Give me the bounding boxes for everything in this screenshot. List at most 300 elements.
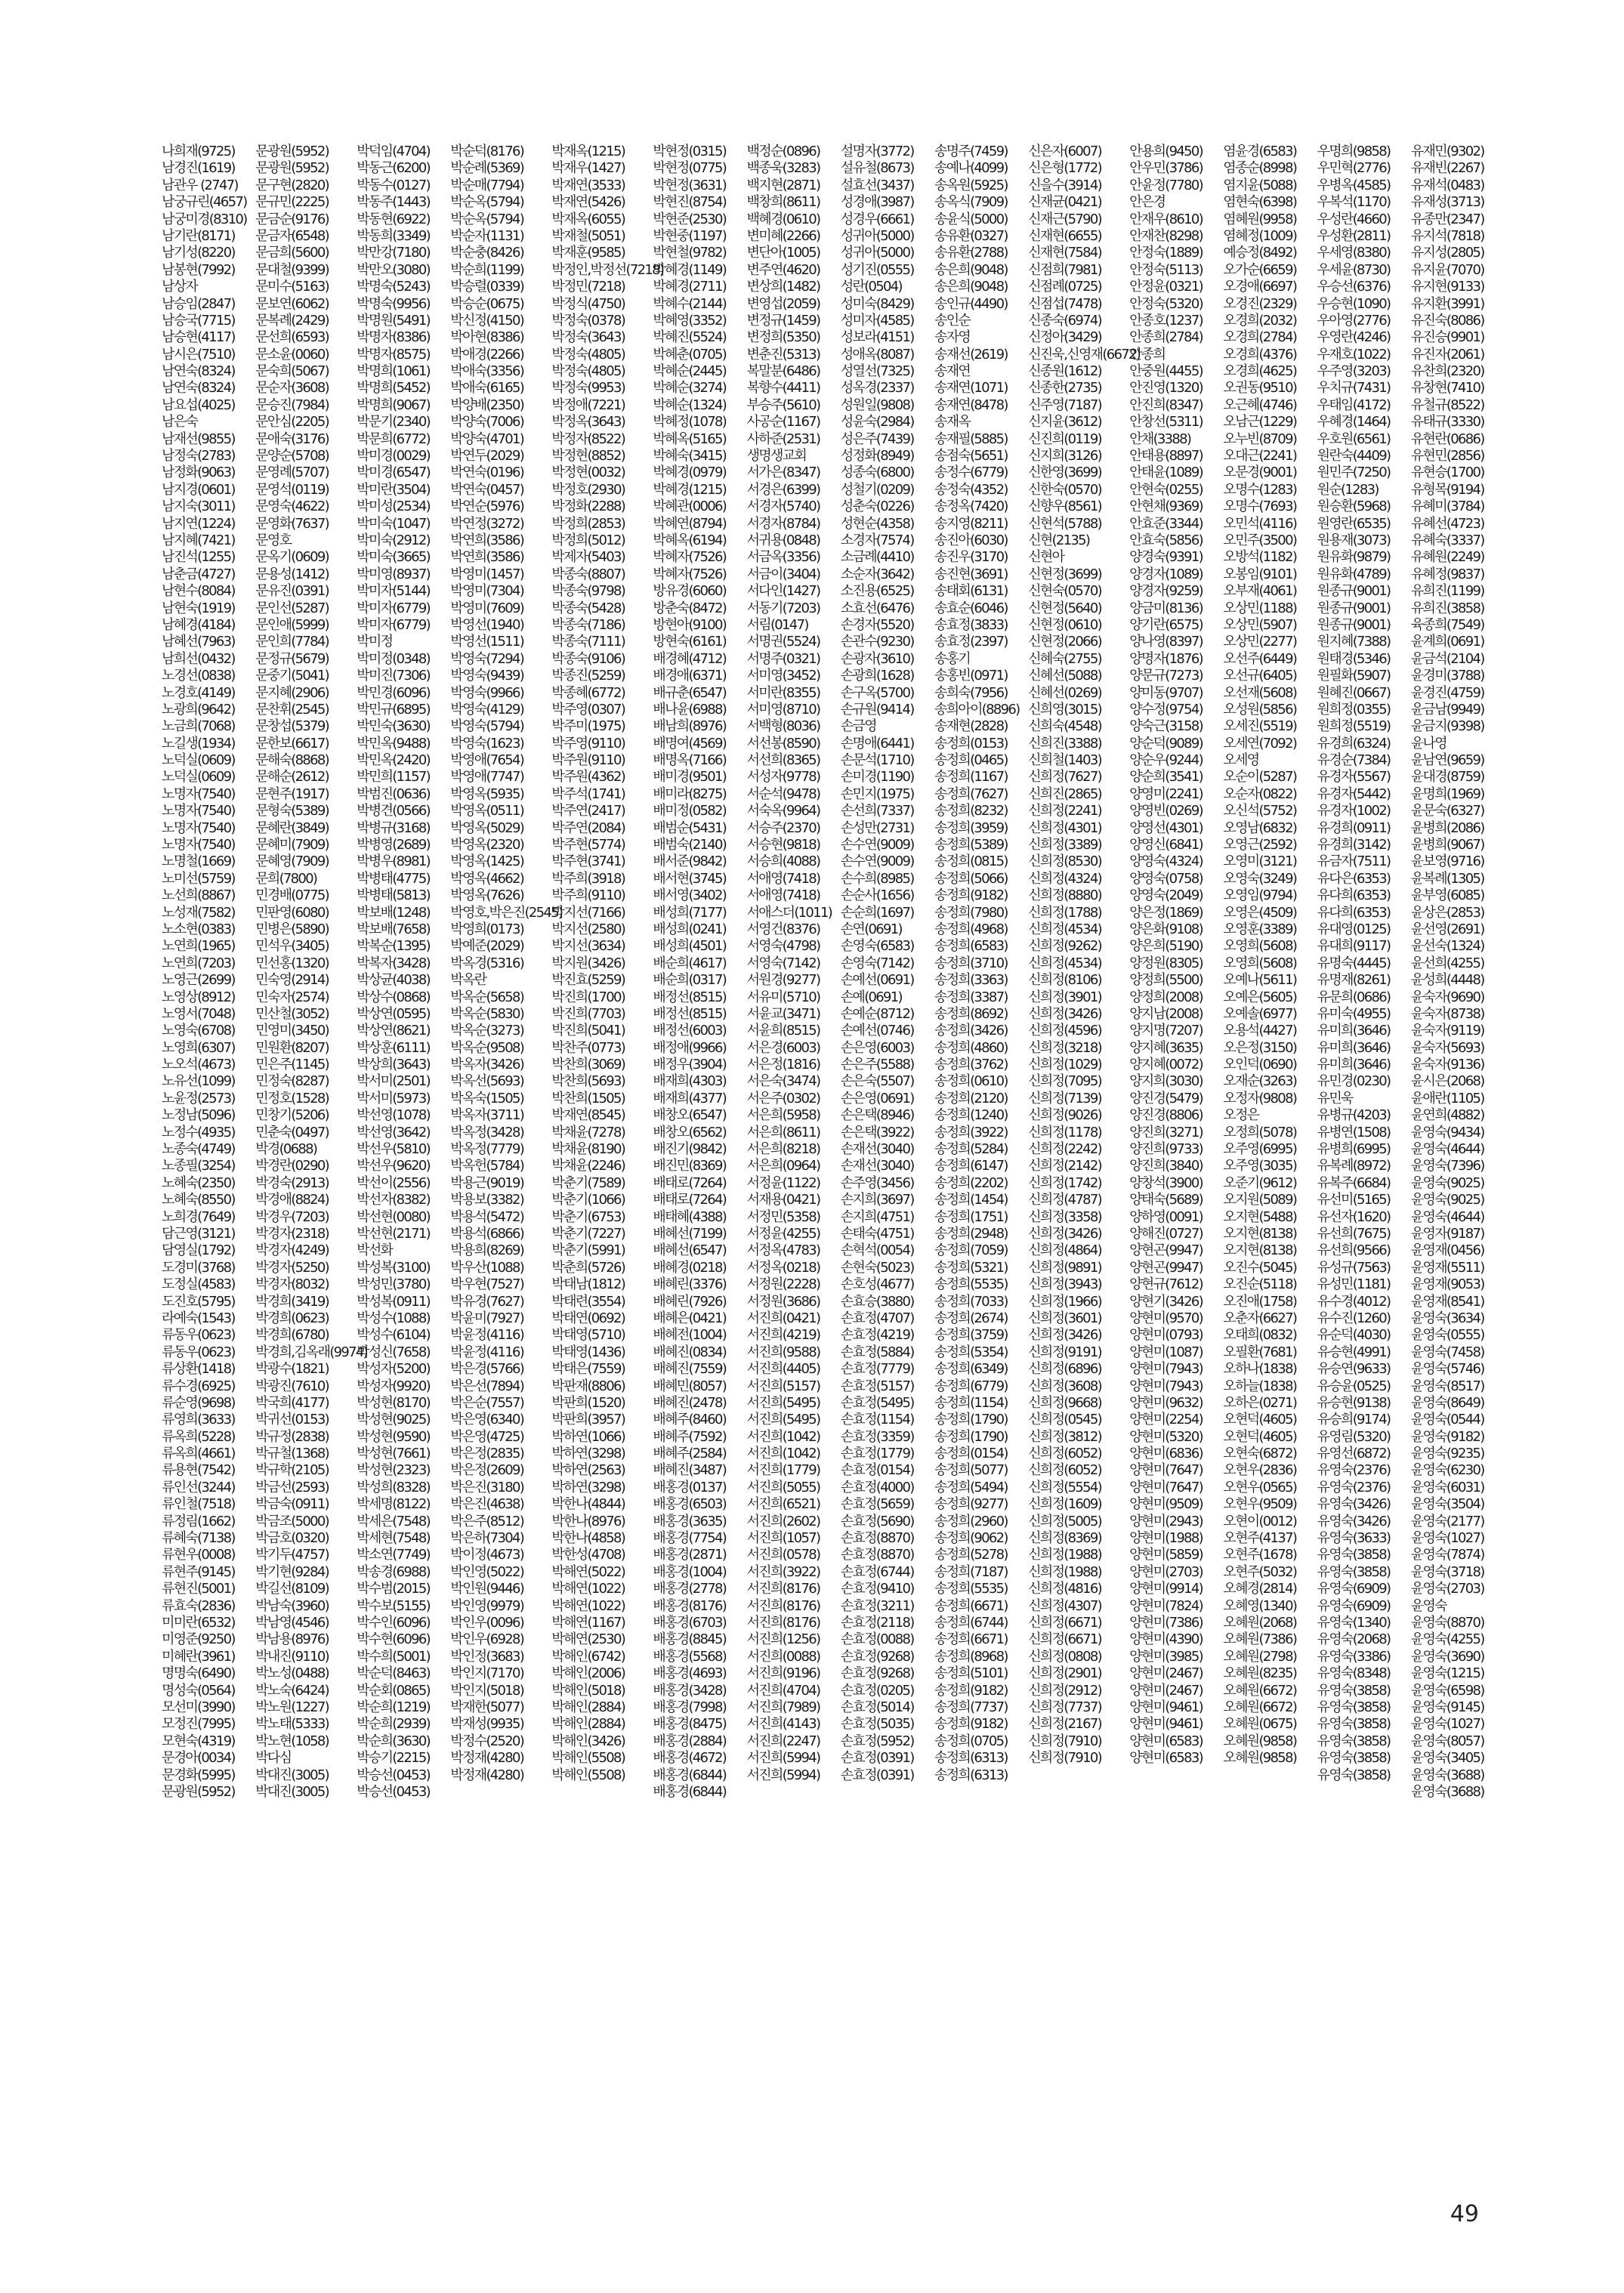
name-entry: 박지선(2580) xyxy=(551,921,625,937)
name-entry: 박영희(0173) xyxy=(450,921,524,937)
name-entry: 서정원(2228) xyxy=(746,1276,820,1293)
name-entry: 유승연(9633) xyxy=(1317,1361,1391,1378)
name-entry: 오경희(4625) xyxy=(1223,363,1297,380)
name-entry: 박영숙(9966) xyxy=(450,684,524,701)
name-entry: 남승현(4117) xyxy=(162,329,235,346)
name-entry: 박규철(1368) xyxy=(255,1446,329,1462)
name-entry: 서은경(6003) xyxy=(746,1039,820,1056)
name-entry: 유민욱 xyxy=(1317,1090,1353,1106)
name-entry: 복말분(6486) xyxy=(746,363,820,380)
name-entry: 윤금지(9398) xyxy=(1410,718,1484,735)
name-entry: 배정우(3904) xyxy=(653,1057,727,1073)
name-entry: 신현아 xyxy=(1028,549,1064,566)
name-entry: 손미경(1190) xyxy=(840,769,914,785)
name-entry: 송진현(3691) xyxy=(934,566,1008,582)
name-entry: 박선우(5810) xyxy=(357,1141,430,1158)
name-entry: 송정희(4860) xyxy=(934,1039,1008,1056)
name-entry: 성보라(4151) xyxy=(840,329,914,346)
name-entry: 노영근(2699) xyxy=(162,972,235,989)
name-entry: 유영숙(3858) xyxy=(1317,1767,1391,1783)
name-entry: 윤경미(3788) xyxy=(1410,668,1484,684)
name-entry: 배창오(6562) xyxy=(653,1124,727,1140)
name-entry: 박주미(1975) xyxy=(551,718,625,735)
name-entry: 송정희(2674) xyxy=(934,1310,1008,1326)
name-entry: 박현정(0775) xyxy=(653,160,727,177)
name-entry: 서진희(1042) xyxy=(746,1428,820,1445)
name-entry: 사하준(2531) xyxy=(746,431,820,447)
name-entry: 민병은(5890) xyxy=(255,921,329,937)
name-entry: 신희정(1742) xyxy=(1028,1174,1101,1191)
name-entry: 신희정(3426) xyxy=(1028,1327,1101,1344)
name-entry: 박성수(6104) xyxy=(357,1327,430,1344)
name-entry: 윤선숙(1324) xyxy=(1410,938,1484,955)
name-entry: 윤대경(8759) xyxy=(1410,769,1484,785)
name-entry: 송윤식(5000) xyxy=(934,211,1008,227)
name-entry: 박해연(1167) xyxy=(551,1614,625,1631)
name-entry: 오명수(1283) xyxy=(1223,481,1297,498)
name-entry: 박정숙(4805) xyxy=(551,346,625,363)
name-entry: 유미희(3646) xyxy=(1317,1039,1391,1056)
name-entry: 박성신(7658) xyxy=(357,1344,430,1360)
name-entry: 유영숙(3858) xyxy=(1317,1682,1391,1699)
name-entry: 유순덕(4030) xyxy=(1317,1327,1391,1344)
name-entry: 손효정(8870) xyxy=(840,1530,914,1547)
name-entry: 박순희(1219) xyxy=(357,1699,430,1715)
name-entry: 박병태(5813) xyxy=(357,887,430,904)
name-entry: 박내진(9110) xyxy=(255,1648,329,1665)
name-entry: 윤계희(0691) xyxy=(1410,634,1484,650)
name-entry: 서정옥(4783) xyxy=(746,1242,820,1259)
name-entry: 오현이(0012) xyxy=(1223,1513,1297,1529)
name-column xyxy=(1129,144,1223,1767)
name-entry: 유재민(9302) xyxy=(1410,144,1484,159)
name-entry: 문해숙(8868) xyxy=(255,752,329,769)
name-entry: 송정희(5278) xyxy=(934,1547,1008,1563)
name-entry: 양진희(3271) xyxy=(1129,1124,1203,1140)
name-entry: 성원일(9808) xyxy=(840,397,914,413)
name-entry: 변주연(4620) xyxy=(746,261,820,278)
name-entry: 류동우(0623) xyxy=(162,1344,235,1360)
name-entry: 송옥식(7909) xyxy=(934,194,1008,211)
name-entry: 송정희(6313) xyxy=(934,1767,1008,1783)
name-entry: 박수범(2015) xyxy=(357,1581,430,1597)
name-entry: 박춘기(1066) xyxy=(551,1192,625,1208)
name-entry: 박옥자(3711) xyxy=(450,1107,524,1124)
name-entry: 박영숙(1623) xyxy=(450,735,524,751)
name-entry: 유영숙(3858) xyxy=(1317,1733,1391,1749)
name-entry: 손재선(3040) xyxy=(840,1158,914,1174)
name-entry: 양현미(9570) xyxy=(1129,1310,1203,1326)
name-entry: 박남숙(3960) xyxy=(255,1597,329,1614)
name-entry: 박정재(4280) xyxy=(450,1767,524,1783)
name-entry: 송재현(2828) xyxy=(934,718,1008,735)
name-entry: 오지원(5089) xyxy=(1223,1192,1297,1208)
name-entry: 박혜숙(3415) xyxy=(653,448,727,464)
name-entry: 신은자(6007) xyxy=(1028,144,1101,159)
name-entry: 안정숙(1889) xyxy=(1129,245,1203,261)
name-entry: 신은형(1772) xyxy=(1028,160,1101,177)
name-entry: 박금숙(0911) xyxy=(255,1496,329,1513)
name-entry: 배홍경(8475) xyxy=(653,1716,727,1733)
name-entry: 배혜진(2478) xyxy=(653,1394,727,1411)
name-entry: 박해연(5022) xyxy=(551,1563,625,1580)
name-entry: 손태숙(4751) xyxy=(840,1226,914,1242)
name-entry: 양현미(2254) xyxy=(1129,1412,1203,1428)
name-entry: 배홍경(2884) xyxy=(653,1733,727,1749)
name-entry: 양영숙(4324) xyxy=(1129,853,1203,870)
name-entry: 성귀아(5000) xyxy=(840,227,914,244)
name-entry: 유철규(8522) xyxy=(1410,397,1484,413)
name-entry: 서미영(3452) xyxy=(746,668,820,684)
name-entry: 박정현(0032) xyxy=(551,464,625,481)
name-entry: 신현(2135) xyxy=(1028,532,1090,548)
name-entry: 양지남(2008) xyxy=(1129,1005,1203,1022)
name-entry: 송정희(5494) xyxy=(934,1479,1008,1495)
name-entry: 문옥기(0609) xyxy=(255,549,329,566)
name-entry: 윤영숙(9145) xyxy=(1410,1699,1484,1715)
name-entry: 신재현(7584) xyxy=(1028,245,1101,261)
name-entry: 손효정(4707) xyxy=(840,1310,914,1326)
name-entry: 유문희(0686) xyxy=(1317,989,1391,1005)
name-entry: 송정희(7033) xyxy=(934,1293,1008,1310)
name-entry: 신희정(8880) xyxy=(1028,887,1101,904)
name-entry: 서애영(7418) xyxy=(746,870,820,887)
name-entry: 박종숙(9798) xyxy=(551,583,625,600)
name-entry: 손효정(5690) xyxy=(840,1513,914,1529)
name-entry: 오하나(1838) xyxy=(1223,1361,1297,1378)
name-entry: 윤숙자(8738) xyxy=(1410,1005,1484,1022)
name-entry: 신희정(2901) xyxy=(1028,1665,1101,1682)
name-entry: 박종숙(7186) xyxy=(551,616,625,633)
name-entry: 유영숙(3426) xyxy=(1317,1513,1391,1529)
name-entry: 박성수(1088) xyxy=(357,1310,430,1326)
name-column xyxy=(934,144,1028,1784)
name-entry: 오용석(4427) xyxy=(1223,1023,1297,1039)
name-entry: 유수경(4012) xyxy=(1317,1293,1391,1310)
name-entry: 안윤정(7780) xyxy=(1129,177,1203,193)
name-entry: 박우산(1088) xyxy=(450,1259,524,1276)
name-entry: 오현덕(4605) xyxy=(1223,1412,1297,1428)
name-entry: 배홍경(7754) xyxy=(653,1530,727,1547)
name-entry: 박귀선(0153) xyxy=(255,1412,329,1428)
name-entry: 신희정(0545) xyxy=(1028,1412,1101,1428)
name-entry: 송정희(5389) xyxy=(934,837,1008,853)
name-entry: 손효정(8870) xyxy=(840,1547,914,1563)
name-entry: 박상훈(6111) xyxy=(357,1039,430,1056)
name-entry: 신희정(1988) xyxy=(1028,1547,1101,1563)
name-entry: 윤영재(9053) xyxy=(1410,1276,1484,1293)
name-entry: 양현미(7386) xyxy=(1129,1614,1203,1631)
name-entry: 박주영(0307) xyxy=(551,701,625,718)
name-entry: 유금자(7511) xyxy=(1317,853,1391,870)
name-entry: 손광자(3610) xyxy=(840,650,914,667)
name-entry: 백혜경(0610) xyxy=(746,211,820,227)
name-entry: 박혜연(8794) xyxy=(653,515,727,532)
name-entry: 송정희(2948) xyxy=(934,1226,1008,1242)
name-entry: 백정순(0896) xyxy=(746,144,820,159)
name-entry: 유영숙(2068) xyxy=(1317,1631,1391,1648)
name-entry: 박순옥(5794) xyxy=(450,194,524,211)
name-entry: 손구옥(5700) xyxy=(840,684,914,701)
name-entry: 박해인(5508) xyxy=(551,1750,625,1767)
name-entry: 송정희(6744) xyxy=(934,1614,1008,1631)
name-entry: 배재희(4377) xyxy=(653,1090,727,1106)
name-entry: 박성현(9590) xyxy=(357,1428,430,1445)
name-entry: 모현숙(4319) xyxy=(162,1733,235,1749)
name-entry: 오문경(9001) xyxy=(1223,464,1297,481)
name-entry: 오가순(6659) xyxy=(1223,261,1297,278)
name-entry: 서정원(3686) xyxy=(746,1293,820,1310)
name-entry: 문광원(5952) xyxy=(162,1783,235,1800)
name-entry: 손예순(8712) xyxy=(840,1005,914,1022)
name-entry: 유선희(7675) xyxy=(1317,1226,1391,1242)
name-entry: 박춘기(5991) xyxy=(551,1242,625,1259)
name-entry: 양현미(5320) xyxy=(1129,1428,1203,1445)
name-entry: 송재옥 xyxy=(934,414,971,431)
name-entry: 박영옥(7626) xyxy=(450,887,524,904)
name-entry: 송정희(3710) xyxy=(934,955,1008,971)
name-entry: 우복석(1170) xyxy=(1317,194,1391,211)
name-entry: 양영숙(0758) xyxy=(1129,870,1203,887)
name-entry: 윤영숙(6598) xyxy=(1410,1682,1484,1699)
name-entry: 박경숙(2913) xyxy=(255,1174,329,1191)
name-entry: 신희정(8369) xyxy=(1028,1530,1101,1547)
name-entry: 송재연 xyxy=(934,363,971,380)
name-entry: 박옥순(9508) xyxy=(450,1039,524,1056)
name-entry: 오혜원(9858) xyxy=(1223,1733,1297,1749)
name-entry: 배재희(4303) xyxy=(653,1073,727,1090)
name-entry: 박영옥(0511) xyxy=(450,803,524,819)
name-entry: 박광진(7610) xyxy=(255,1378,329,1394)
name-entry: 박성자(9920) xyxy=(357,1378,430,1394)
name-entry: 염윤경(6583) xyxy=(1223,144,1297,159)
name-entry: 박정현(8852) xyxy=(551,448,625,464)
name-entry: 손효정(5014) xyxy=(840,1699,914,1715)
name-entry: 박영옥(5029) xyxy=(450,819,524,836)
name-entry: 신희정(4864) xyxy=(1028,1242,1101,1259)
name-entry: 신희정(1029) xyxy=(1028,1057,1101,1073)
name-entry: 손현숙(5023) xyxy=(840,1259,914,1276)
name-entry: 양하영(0091) xyxy=(1129,1208,1203,1225)
name-entry: 송정희(6779) xyxy=(934,1378,1008,1394)
name-entry: 양현미(1087) xyxy=(1129,1344,1203,1360)
name-entry: 박하연(3298) xyxy=(551,1446,625,1462)
name-entry: 민창기(5206) xyxy=(255,1107,329,1124)
name-entry: 오하은(0271) xyxy=(1223,1394,1297,1411)
name-entry: 박태은(7559) xyxy=(551,1361,625,1378)
name-entry: 남현숙(1919) xyxy=(162,600,235,616)
name-entry: 윤영숙(9434) xyxy=(1410,1124,1484,1140)
name-entry: 신희정(7910) xyxy=(1028,1733,1101,1749)
name-entry: 안우민(3786) xyxy=(1129,160,1203,177)
name-entry: 민산철(3052) xyxy=(255,1005,329,1022)
name-entry: 박영미(7304) xyxy=(450,583,524,600)
name-entry: 박정자(8522) xyxy=(551,431,625,447)
name-entry: 문형숙(5389) xyxy=(255,803,329,819)
name-entry: 박혜옥(6194) xyxy=(653,532,727,548)
name-entry: 손민지(1975) xyxy=(840,785,914,802)
name-entry: 박옥란 xyxy=(450,972,486,989)
name-entry: 박범진(0636) xyxy=(357,785,430,802)
name-entry: 송정희(1240) xyxy=(934,1107,1008,1124)
name-entry: 신종원(1612) xyxy=(1028,363,1101,380)
name-entry: 박용석(5472) xyxy=(450,1208,524,1225)
name-entry: 박지선(3634) xyxy=(551,938,625,955)
name-entry: 신진희(0119) xyxy=(1028,431,1101,447)
name-entry: 신한영(3699) xyxy=(1028,464,1101,481)
name-entry: 박민옥(2420) xyxy=(357,752,430,769)
name-entry: 안재우(8610) xyxy=(1129,211,1203,227)
name-entry: 노종숙(4749) xyxy=(162,1141,235,1158)
name-entry: 박연희(3586) xyxy=(450,549,524,566)
name-entry: 박선화 xyxy=(357,1242,393,1259)
name-entry: 남관우 (2747) xyxy=(162,177,238,193)
name-entry: 박은선(7894) xyxy=(450,1378,524,1394)
name-entry: 남기란(8171) xyxy=(162,227,235,244)
name-entry: 배명여(4569) xyxy=(653,735,727,751)
name-entry: 박은경(5766) xyxy=(450,1361,524,1378)
name-entry: 남현수(8084) xyxy=(162,583,235,600)
name-entry: 신혜숙(2755) xyxy=(1028,650,1101,667)
name-entry: 송정희(6671) xyxy=(934,1631,1008,1648)
name-entry: 민영미(3450) xyxy=(255,1023,329,1039)
name-entry: 양지혜(0072) xyxy=(1129,1057,1203,1073)
name-entry: 노명자(7540) xyxy=(162,837,235,853)
name-entry: 박지원(3426) xyxy=(551,955,625,971)
name-entry: 윤병희(9067) xyxy=(1410,837,1484,853)
name-entry: 안효숙(5856) xyxy=(1129,532,1203,548)
name-entry: 방현숙(6161) xyxy=(653,634,727,650)
name-entry: 박선자(8382) xyxy=(357,1192,430,1208)
name-entry: 신을수(3914) xyxy=(1028,177,1101,193)
name-entry: 송희숙(7956) xyxy=(934,684,1008,701)
name-entry: 오현숙(6872) xyxy=(1223,1446,1297,1462)
name-entry: 배혜주(8460) xyxy=(653,1412,727,1428)
name-entry: 송정희(3959) xyxy=(934,819,1008,836)
name-entry: 박현준(2530) xyxy=(653,211,727,227)
name-entry: 박옥순(5658) xyxy=(450,989,524,1005)
name-entry: 유혜정(9837) xyxy=(1410,566,1484,582)
name-entry: 송정희(9277) xyxy=(934,1496,1008,1513)
name-entry: 오현우(0565) xyxy=(1223,1479,1297,1495)
name-entry: 양해진(0727) xyxy=(1129,1226,1203,1242)
name-entry: 윤영숙(4255) xyxy=(1410,1631,1484,1648)
name-entry: 유복주(6684) xyxy=(1317,1174,1391,1191)
name-entry: 박순덕(8176) xyxy=(450,144,524,159)
name-entry: 신지희(3126) xyxy=(1028,448,1101,464)
name-entry: 송정희(3922) xyxy=(934,1124,1008,1140)
name-entry: 백종욱(3283) xyxy=(746,160,820,177)
name-entry: 유대희(9117) xyxy=(1317,938,1391,955)
name-entry: 성옥경(2337) xyxy=(840,380,914,397)
name-entry: 노명자(7540) xyxy=(162,819,235,836)
name-entry: 모선미(3990) xyxy=(162,1699,235,1715)
name-entry: 박진효(5259) xyxy=(551,972,625,989)
name-entry: 박주현(3741) xyxy=(551,853,625,870)
name-entry: 배범숙(2140) xyxy=(653,837,727,853)
name-entry: 남연숙(8324) xyxy=(162,380,235,397)
name-entry: 유영숙(8348) xyxy=(1317,1665,1391,1682)
name-entry: 양수정(9754) xyxy=(1129,701,1203,718)
name-entry: 박은진(4638) xyxy=(450,1496,524,1513)
name-entry: 윤영숙 xyxy=(1410,1597,1446,1614)
name-entry: 남경진(1619) xyxy=(162,160,235,177)
name-entry: 담영실(1792) xyxy=(162,1242,235,1259)
name-entry: 민정숙(8287) xyxy=(255,1073,329,1090)
name-entry: 유영림(5320) xyxy=(1317,1428,1391,1445)
name-entry: 류수경(6925) xyxy=(162,1378,235,1394)
name-entry: 손효정(0088) xyxy=(840,1631,914,1648)
name-entry: 양현미(7647) xyxy=(1129,1479,1203,1495)
name-entry: 송재연(8478) xyxy=(934,397,1008,413)
name-entry: 남승국(7715) xyxy=(162,312,235,329)
name-entry: 안재찬(8298) xyxy=(1129,227,1203,244)
name-entry: 양진경(5479) xyxy=(1129,1090,1203,1106)
name-entry: 윤연희(4882) xyxy=(1410,1107,1484,1124)
name-entry: 문복례(2429) xyxy=(255,312,329,329)
name-entry: 유명재(8261) xyxy=(1317,972,1391,989)
name-entry: 박선영(1078) xyxy=(357,1107,430,1124)
name-entry: 양현미(9461) xyxy=(1129,1699,1203,1715)
name-entry: 박서미(5973) xyxy=(357,1090,430,1106)
name-entry: 변상희(1482) xyxy=(746,279,820,295)
name-entry: 박해인(5018) xyxy=(551,1682,625,1699)
name-entry: 원순(1283) xyxy=(1317,481,1379,498)
name-entry: 신희정(4787) xyxy=(1028,1192,1101,1208)
name-entry: 박미란(3504) xyxy=(357,481,430,498)
name-entry: 유진승(9901) xyxy=(1410,329,1484,346)
name-entry: 박경우(7203) xyxy=(255,1208,329,1225)
name-entry: 문혜영(7909) xyxy=(255,853,329,870)
name-entry: 박경희(3419) xyxy=(255,1293,329,1310)
name-entry: 송정희(6313) xyxy=(934,1750,1008,1767)
name-entry: 배순희(0317) xyxy=(653,972,727,989)
name-entry: 양진희(9733) xyxy=(1129,1141,1203,1158)
name-entry: 신희정(6052) xyxy=(1028,1462,1101,1479)
name-entry: 오주영(3035) xyxy=(1223,1158,1297,1174)
name-entry: 민경배(0775) xyxy=(255,887,329,904)
name-entry: 서미영(8710) xyxy=(746,701,820,718)
name-entry: 송정희(0465) xyxy=(934,752,1008,769)
name-entry: 손혁석(0054) xyxy=(840,1242,914,1259)
name-entry: 박순매(7794) xyxy=(450,177,524,193)
name-entry: 원유화(4789) xyxy=(1317,566,1391,582)
name-entry: 박성자(5200) xyxy=(357,1361,430,1378)
name-entry: 양지희(3030) xyxy=(1129,1073,1203,1090)
name-entry: 박동수(0127) xyxy=(357,177,430,193)
name-entry: 문금희(5600) xyxy=(255,245,329,261)
name-entry: 박영숙(7294) xyxy=(450,650,524,667)
name-entry: 양현미(2943) xyxy=(1129,1513,1203,1529)
name-entry: 신주영(7187) xyxy=(1028,397,1101,413)
name-entry: 오혜원(9858) xyxy=(1223,1750,1297,1767)
name-entry: 박정숙(9953) xyxy=(551,380,625,397)
name-entry: 박문기(2340) xyxy=(357,414,430,431)
name-entry: 윤선영(2691) xyxy=(1410,921,1484,937)
name-entry: 박미숙(1047) xyxy=(357,515,430,532)
name-entry: 문인희(7784) xyxy=(255,634,329,650)
name-entry: 송효정(2397) xyxy=(934,634,1008,650)
name-entry: 노경선(0838) xyxy=(162,668,235,684)
name-entry: 서윤교(3471) xyxy=(746,1005,820,1022)
name-entry: 손예(0691) xyxy=(840,989,902,1005)
name-entry: 복향수(4411) xyxy=(746,380,820,397)
name-entry: 박제자(5403) xyxy=(551,549,625,566)
name-entry: 박주연(2084) xyxy=(551,819,625,836)
name-entry: 유경자(1002) xyxy=(1317,803,1391,819)
name-entry: 윤영재(8541) xyxy=(1410,1293,1484,1310)
name-entry: 성란(0504) xyxy=(840,279,902,295)
